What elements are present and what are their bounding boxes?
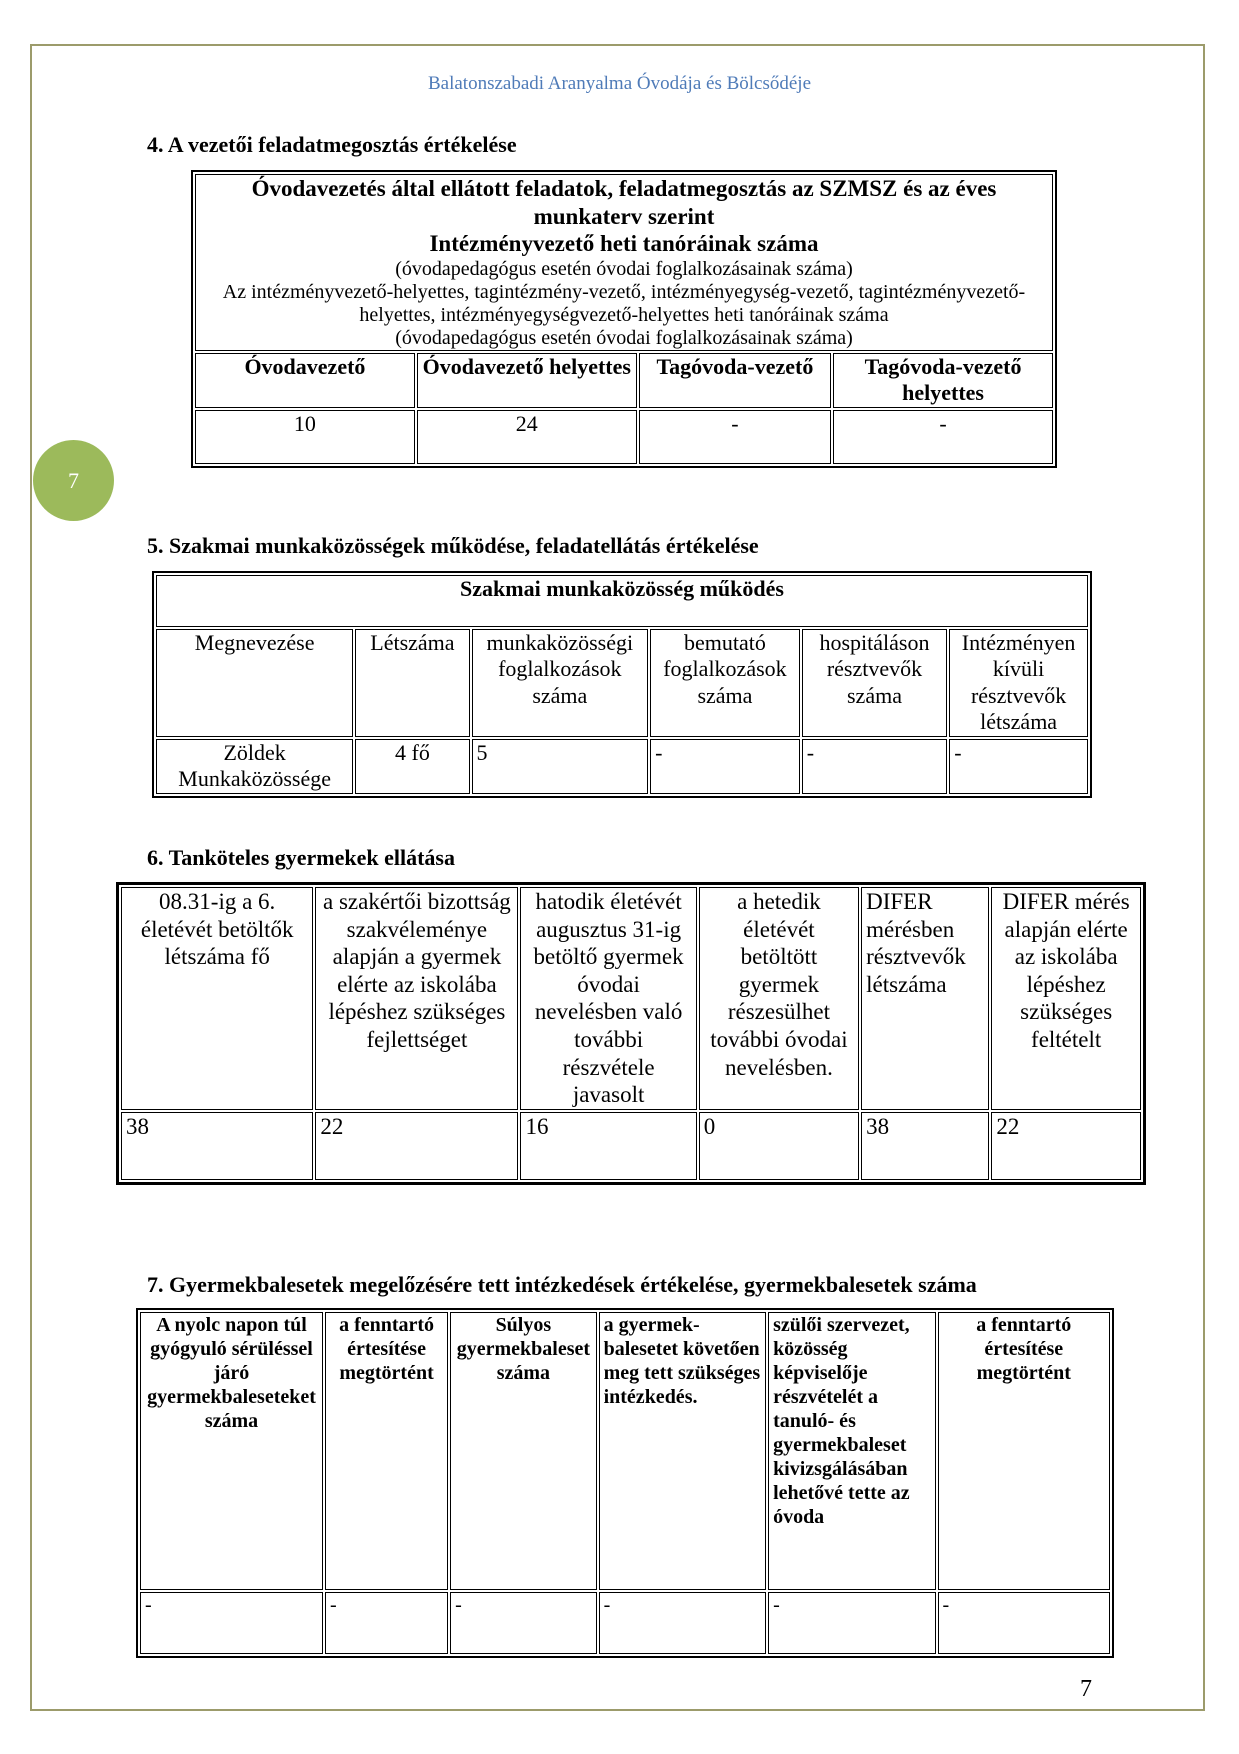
- table-cell: -: [599, 1592, 766, 1654]
- column-header: a szakértői bizottság szakvéleménye alapján a gyermek elérte az iskolába lépéshez szükséges fejlettséget: [315, 887, 518, 1110]
- column-header: szülői szervezet, közösség képviselője részvételét a tanuló- és gyermekbaleset kivizsgálásában lehetővé tette az óvoda: [768, 1312, 935, 1590]
- column-header: Létszáma: [355, 629, 469, 737]
- column-header: Súlyos gyermekbaleset száma: [450, 1312, 596, 1590]
- column-header: DIFER mérés alapján elérte az iskolába lépéshez szükséges feltételt: [991, 887, 1141, 1110]
- section5-heading: 5. Szakmai munkaközösségek működése, feladatellátás értékelése: [147, 533, 759, 558]
- table-cell: 16: [520, 1112, 696, 1180]
- column-header: Óvodavezető helyettes: [417, 353, 637, 408]
- column-header: a hetedik életévét betöltött gyermek részesülhet további óvodai nevelésben.: [699, 887, 859, 1110]
- section4-heading: 4. A vezetői feladatmegosztás értékelése: [147, 132, 517, 157]
- column-header: Tagóvoda-vezető helyettes: [833, 353, 1053, 408]
- table-cell: 38: [121, 1112, 313, 1180]
- column-header: DIFER mérésben résztvevők létszáma: [861, 887, 989, 1110]
- table-cell: -: [450, 1592, 596, 1654]
- table-title: Óvodavezetés által ellátott feladatok, feladatmegosztás az SZMSZ és az éves munkaterv szerint: [251, 176, 997, 229]
- table-cell: 24: [417, 410, 637, 464]
- table-cell: -: [833, 410, 1053, 464]
- column-header: Intézményen kívüli résztvevők létszáma: [949, 629, 1088, 737]
- table-cell: -: [938, 1592, 1110, 1654]
- table-cell: Zöldek Munkaközössége: [156, 739, 353, 794]
- column-header: a fenntartó értesítése megtörtént: [325, 1312, 448, 1590]
- table-cell: 38: [861, 1112, 989, 1180]
- table-cell: 10: [195, 410, 415, 464]
- column-header: A nyolc napon túl gyógyuló sérüléssel járó gyermekbaleseteket száma: [140, 1312, 323, 1590]
- table-cell: -: [768, 1592, 935, 1654]
- table-cell: 4 fő: [355, 739, 469, 794]
- leader-task-table-header: [195, 174, 1053, 351]
- table-cell: -: [140, 1592, 323, 1654]
- table-cell: -: [639, 410, 831, 464]
- page-number: 7: [1080, 1676, 1092, 1702]
- column-header: a fenntartó értesítése megtörtént: [938, 1312, 1110, 1590]
- table-cell: 0: [699, 1112, 859, 1180]
- page-badge: 7: [33, 440, 114, 521]
- column-header: Megnevezése: [156, 629, 353, 737]
- work-community-table: [152, 571, 1092, 798]
- school-age-children-table: [116, 882, 1146, 1185]
- column-header: Tagóvoda-vezető: [639, 353, 831, 408]
- table-cell: -: [802, 739, 947, 794]
- table-cell: -: [949, 739, 1088, 794]
- table-note: Az intézményvezető-helyettes, tagintézmény-vezető, intézményegység-vezető, tagintézményvezető-helyettes, intézményegységvezető-helyettes heti tanóráinak száma: [222, 280, 1026, 326]
- table-cell: 22: [315, 1112, 518, 1180]
- leader-task-table: [191, 170, 1057, 468]
- column-header: bemutató foglalkozások száma: [650, 629, 800, 737]
- section6-heading: 6. Tanköteles gyermekek ellátása: [147, 845, 455, 870]
- table-cell: 22: [991, 1112, 1141, 1180]
- column-header: Óvodavezető: [195, 353, 415, 408]
- table-subtitle: Intézményvezető heti tanóráinak száma: [429, 231, 819, 257]
- column-header: hatodik életévét augusztus 31-ig betöltő gyermek óvodai nevelésben való további részvétele javasolt: [520, 887, 696, 1110]
- column-header: hospitáláson résztvevők száma: [802, 629, 947, 737]
- table-note: (óvodapedagógus esetén óvodai foglalkozásainak száma): [395, 257, 853, 280]
- section7-heading: 7. Gyermekbalesetek megelőzésére tett intézkedések értékelése, gyermekbalesetek száma: [147, 1272, 977, 1297]
- table-note: (óvodapedagógus esetén óvodai foglalkozásainak száma): [395, 326, 853, 349]
- table-cell: -: [325, 1592, 448, 1654]
- table-cell: -: [650, 739, 800, 794]
- column-header: 08.31-ig a 6. életévét betöltők létszáma fő: [121, 887, 313, 1110]
- org-header: Balatonszabadi Aranyalma Óvodája és Bölcsődéje: [427, 73, 812, 94]
- table-cell: 5: [472, 739, 649, 794]
- column-header: a gyermek-balesetet követően meg tett szükséges intézkedés.: [599, 1312, 766, 1590]
- column-header: munkaközösségi foglalkozások száma: [472, 629, 649, 737]
- table-title: Szakmai munkaközösség működés: [156, 575, 1088, 627]
- accident-prevention-table: [136, 1308, 1114, 1658]
